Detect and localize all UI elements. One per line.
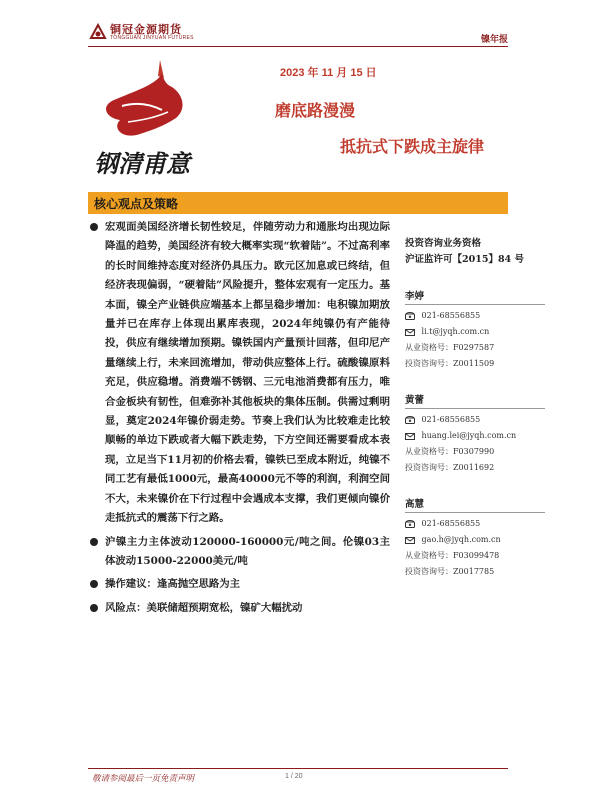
analyst-advisory-row — [405, 564, 545, 580]
analyst-phone: 021-68556855 — [421, 311, 481, 320]
bullet-icon — [90, 580, 98, 588]
bullet-text: 宏观面美国经济增长韧性较足，伴随劳动力和通胀均出现边际降温的趋势，美国经济有较大概率实现“软着陆”。不过高利率的长时间维持态度对经济仍具压力。欧元区加息或已终结，但经济表现偏弱，“硬着陆”风险提升，整体宏观有一定压力。基本面，镍全产业链供应端基本上都呈稳步增加：电积镍加期放量并已在库存上体现出累库表现，2024年纯镍仍有产能待投，供应有继续增加预期。镍铁国内产量预计回落，但印尼产量继续上行，未来回流增加，带动供应整体上行。硫酸镍原料充足，供应稳增。消费端不锈钢、三元电池消费都有压力，唯合金板块有韧性，但难弥补其他板块的集体压制。供需过剩明显，奠定2024年镍价弱走势。节奏上我们认为比较难走比较顺畅的单边下跌或者大幅下跌走势，下方空间还需要看成本表现，立足当下11月初的价格去看，镍铁已至成本附近，纯镍不同工艺有最低1000元，最高40000元不等的利润，利润空间不大，未来镍价在下行过程中会遇成本支撑，我们更倾向镍价走抵抗式的震荡下行之路。 — [105, 221, 390, 525]
section-header-bar — [88, 192, 508, 214]
analyst-email[interactable]: gao.h@jyqh.com.cn — [421, 535, 501, 544]
analyst-name: 高慧 — [405, 499, 425, 510]
analyst-phone: 021-68556855 — [421, 519, 481, 528]
analyst-license-row — [405, 444, 545, 460]
bullet-item — [88, 599, 390, 618]
email-icon — [405, 433, 415, 440]
license-number: F0307990 — [453, 447, 495, 456]
analyst-divider — [405, 512, 545, 513]
bullet-icon — [90, 538, 98, 546]
report-subtitle: 抵抗式下跌成主旋律 — [340, 139, 485, 156]
key-points — [88, 218, 390, 622]
email-icon — [405, 329, 415, 336]
advisory-label: 投资咨询号： — [405, 567, 453, 576]
analyst-license-row — [405, 548, 545, 564]
bullet-text: 操作建议：逢高抛空思路为主 — [105, 578, 241, 591]
license-number: F0297587 — [453, 343, 495, 352]
phone-icon — [405, 416, 415, 424]
advisory-label: 投资咨询号： — [405, 463, 453, 472]
advisory-number: Z0017785 — [453, 567, 495, 576]
bullet-text: 沪镍主力主体波动120000-160000元/吨之间。伦镍03主体波动15000-22000美元/吨 — [105, 535, 390, 567]
disclaimer-note: 敬请参阅最后一页免责声明 — [92, 774, 195, 784]
footer-divider — [88, 768, 508, 769]
analyst-name: 李婷 — [405, 291, 425, 302]
analyst-email-row — [405, 324, 545, 340]
analyst-email-row — [405, 428, 545, 444]
analyst-phone: 021-68556855 — [421, 415, 481, 424]
company-name-cn: 铜冠金源期货 — [110, 23, 182, 36]
analyst-name: 黄蕾 — [405, 395, 425, 406]
email-icon — [405, 537, 415, 544]
bullet-icon — [90, 604, 98, 612]
license-label: 从业资格号： — [405, 343, 453, 352]
advisory-number: Z0011509 — [453, 359, 495, 368]
report-type: 镍年报 — [480, 35, 508, 45]
analyst-phone-row — [405, 516, 545, 532]
company-logo-icon — [88, 22, 108, 42]
analyst-email[interactable]: li.t@jyqh.com.cn — [421, 327, 490, 336]
advisory-label: 投资咨询号： — [405, 359, 453, 368]
bullet-item — [88, 533, 390, 572]
license-label: 从业资格号： — [405, 447, 453, 456]
sidebar — [405, 236, 545, 580]
analyst-phone-row — [405, 412, 545, 428]
calligraphy-text: 钢清甫意 — [94, 149, 190, 178]
brush-art-logo — [92, 56, 202, 186]
header-divider — [88, 46, 508, 47]
analyst-email-row — [405, 532, 545, 548]
analyst-divider — [405, 304, 545, 305]
page-number: 1 / 20 — [285, 773, 303, 780]
analyst-advisory-row — [405, 460, 545, 476]
analyst-license-row — [405, 340, 545, 356]
bullet-icon — [90, 223, 98, 231]
analyst-card — [405, 288, 545, 372]
analyst-card — [405, 496, 545, 580]
license-line: 沪证监许可【2015】84 号 — [405, 254, 524, 265]
analyst-divider — [405, 408, 545, 409]
license-label: 从业资格号： — [405, 551, 453, 560]
analyst-card — [405, 392, 545, 476]
analyst-advisory-row — [405, 356, 545, 372]
bullet-item — [88, 575, 390, 594]
bullet-item — [88, 218, 390, 529]
company-name-en: TONGGUAN JINYUAN FUTURES — [110, 35, 194, 41]
bullet-text: 风险点：美联储超预期宽松，镍矿大幅扰动 — [105, 601, 303, 614]
qualification-line: 投资咨询业务资格 — [405, 238, 482, 249]
analyst-phone-row — [405, 308, 545, 324]
analyst-email[interactable]: huang.lei@jyqh.com.cn — [421, 431, 517, 440]
report-date: 2023 年 11 月 15 日 — [280, 67, 377, 79]
advisory-number: Z0011692 — [453, 463, 495, 472]
report-title: 磨底路漫漫 — [275, 103, 356, 120]
page-header — [88, 20, 508, 48]
license-number: F03099478 — [453, 551, 500, 560]
phone-icon — [405, 312, 415, 320]
section-title: 核心观点及策略 — [94, 197, 179, 211]
phone-icon — [405, 520, 415, 528]
